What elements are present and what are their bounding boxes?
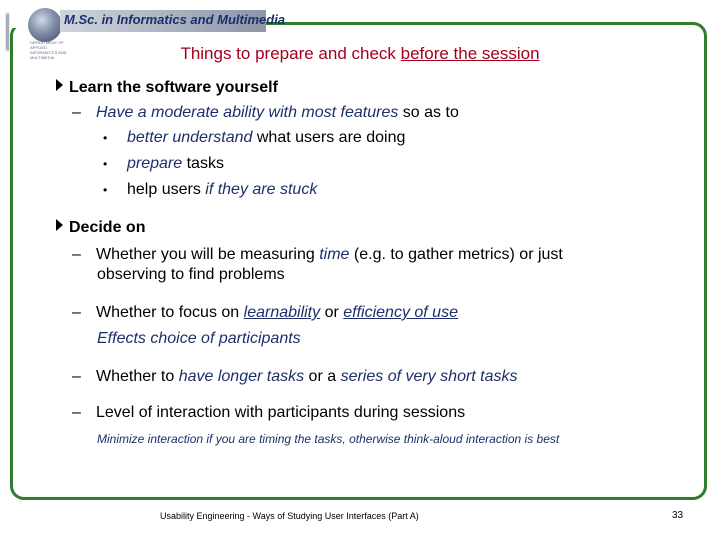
plain-text: Whether you will be measuring — [96, 246, 320, 263]
emphasis-text: have longer tasks — [178, 368, 305, 385]
plain-text: Whether to — [96, 368, 179, 385]
section-learn-heading — [56, 79, 278, 97]
sub-point-continuation: observing to find problems — [97, 266, 285, 283]
sub-point — [72, 404, 465, 422]
plain-text: or — [320, 304, 344, 321]
heading-text: Decide on — [69, 219, 146, 236]
bullet-item — [103, 155, 224, 173]
dot-bullet: • — [103, 131, 108, 145]
emphasis-text: time — [319, 246, 350, 263]
dash-bullet: – — [72, 304, 81, 321]
heading-text: Learn the software yourself — [69, 79, 278, 96]
sub-point — [72, 104, 459, 122]
emphasis-text: prepare — [127, 155, 183, 172]
title-underlined-text: before the session — [400, 44, 540, 63]
emphasis-text: Have a moderate ability with most features — [96, 104, 399, 121]
footer-text: Usability Engineering - Ways of Studying User Interfaces (Part A) — [160, 511, 419, 521]
slide-title — [0, 44, 720, 64]
emphasis-text: if they are stuck — [205, 181, 318, 198]
title-text: Things to prepare and check — [180, 44, 401, 63]
globe-logo-icon — [28, 8, 62, 42]
logo-caption: DEPARTMENT OF APPLIED INFORMATICS AND MULTIMEDIA — [30, 40, 67, 60]
plain-text: (e.g. to gather metrics) or just — [349, 246, 563, 263]
dot-bullet: • — [103, 157, 108, 171]
emphasis-text: learnability — [243, 304, 321, 321]
program-title: M.Sc. in Informatics and Multimedia — [64, 12, 286, 27]
emphasis-text: series of very short tasks — [340, 368, 518, 385]
plain-text: Whether to focus on — [96, 304, 244, 321]
sub-point — [72, 368, 518, 386]
bullet-item — [103, 181, 317, 199]
plain-text: what users are doing — [252, 129, 406, 146]
plain-text: so as to — [398, 104, 459, 121]
dash-bullet: – — [72, 368, 81, 385]
emphasis-text: efficiency of use — [343, 304, 458, 321]
plain-text: tasks — [182, 155, 224, 172]
dash-bullet: – — [72, 246, 81, 263]
page-number: 33 — [672, 510, 684, 521]
dash-bullet: – — [72, 104, 81, 121]
note-text: Minimize interaction if you are timing the tasks, otherwise think-aloud interaction is best — [97, 432, 560, 446]
arrow-bullet-icon — [56, 219, 63, 231]
section-decide-heading — [56, 219, 145, 237]
emphasis-text: better understand — [127, 129, 253, 146]
sub-point — [72, 246, 563, 264]
bullet-item — [103, 129, 405, 147]
dot-bullet: • — [103, 183, 108, 197]
dash-bullet: – — [72, 404, 81, 421]
plain-text: Level of interaction with participants during sessions — [96, 404, 466, 421]
sub-point — [72, 304, 458, 322]
plain-text: or a — [304, 368, 341, 385]
sub-point-continuation: Effects choice of participants — [97, 330, 301, 347]
arrow-bullet-icon — [56, 79, 63, 91]
plain-text: help users — [127, 181, 206, 198]
